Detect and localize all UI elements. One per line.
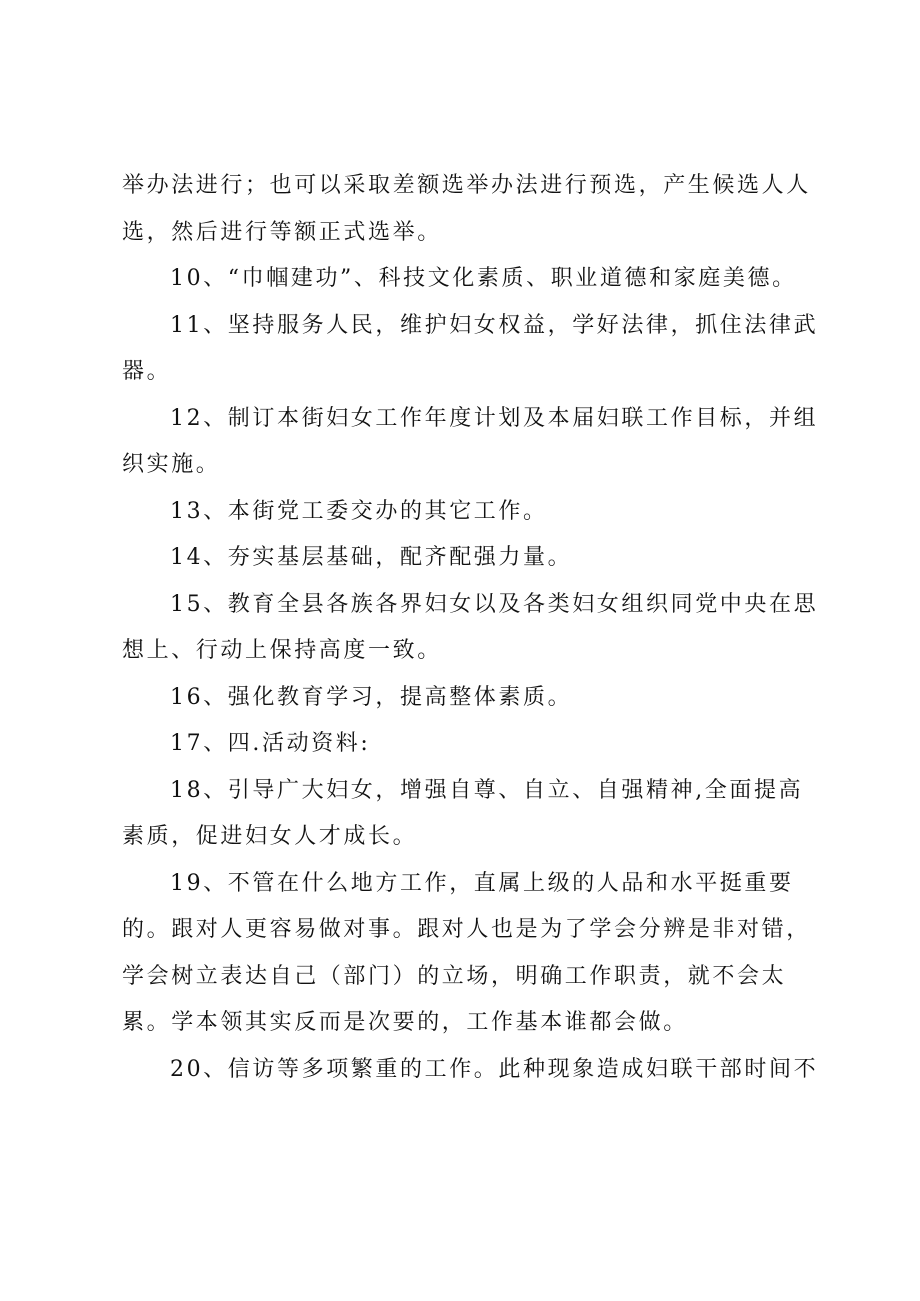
- paragraph-18: 18、引导广大妇女，增强自尊、自立、自强精神,全面提高素质，促进妇女人才成长。: [122, 777, 804, 849]
- paragraph-16: 16、强化教育学习，提高整体素质。: [170, 684, 573, 710]
- paragraph-20: 20、信访等多项繁重的工作。此种现象造成妇联干部时间不: [170, 1056, 819, 1082]
- paragraph-14: 14、夯实基层基础，配齐配强力量。: [170, 545, 573, 570]
- paragraph-10: 10、“巾帼建功”、科技文化素质、职业道德和家庭美德。: [170, 266, 797, 291]
- paragraph-15: 15、教育全县各族各界妇女以及各类妇女组织同党中央在思想上、行动上保持高度一致。: [122, 591, 819, 663]
- paragraph-19: 19、不管在什么地方工作，直属上级的人品和水平挺重要的。跟对人更容易做对事。跟对人也是为了学会分辨是非对错，学会树立表达自己（部门）的立场，明确工作职责，就不会太累。学本领其实反而是次要的，工作基本谁都会做。: [122, 870, 811, 1035]
- paragraph-11: 11、坚持服务人民，维护妇女权益，学好法律，抓住法律武器。: [122, 312, 819, 384]
- paragraph-13: 13、本街党工委交办的其它工作。: [170, 498, 548, 524]
- paragraph-12: 12、制订本街妇女工作年度计划及本届妇联工作目标，并组织实施。: [122, 405, 819, 477]
- paragraph-17: 17、四.活动资料:: [170, 731, 371, 756]
- document-body: [122, 163, 822, 1093]
- paragraph-continuation: 举办法进行；也可以采取差额选举办法进行预选，产生候选人人选，然后进行等额正式选举。: [122, 173, 811, 245]
